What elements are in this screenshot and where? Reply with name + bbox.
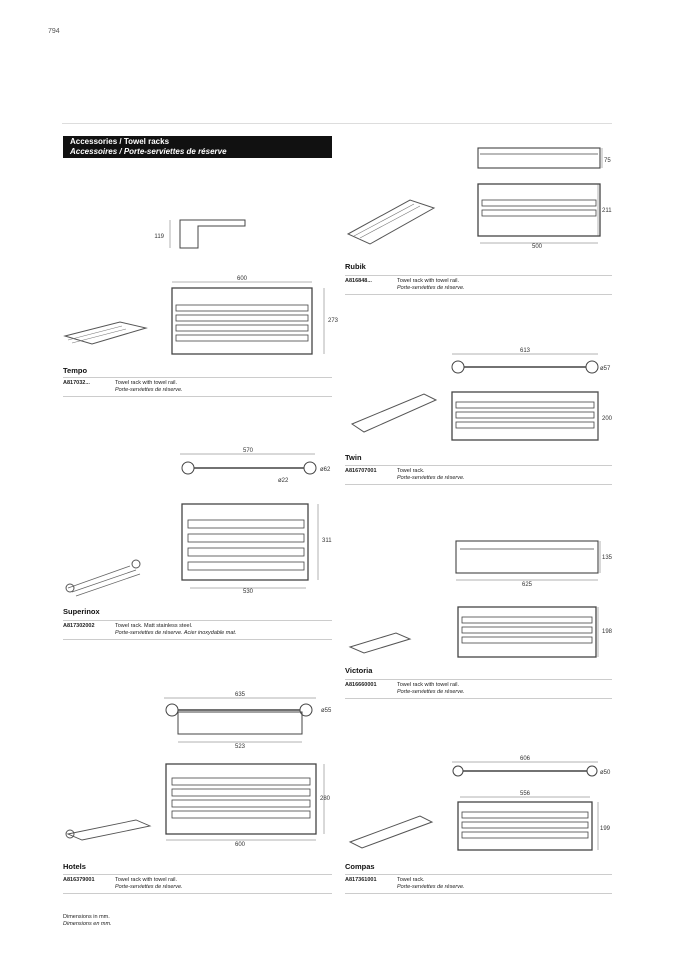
footer-note bbox=[63, 914, 112, 928]
hotels-desc-en: Towel rack with towel rail. bbox=[115, 877, 178, 883]
twin-width-dim: 613 bbox=[519, 348, 531, 354]
compas-width-mid-dim: 556 bbox=[519, 791, 531, 797]
twin-drawing bbox=[340, 344, 615, 446]
compas-name: Compas bbox=[345, 862, 375, 871]
rubik-width-dim: 500 bbox=[531, 244, 543, 250]
compas-diam-dim: ø50 bbox=[600, 770, 611, 776]
tempo-name: Tempo bbox=[63, 366, 88, 375]
twin-info-row bbox=[345, 465, 612, 485]
victoria-info-row bbox=[345, 679, 612, 699]
twin-desc-fr: Porte-serviettes de réserve. bbox=[397, 475, 465, 481]
superinox-desc-fr: Porte-serviettes de réserve. Acier inoxydable mat. bbox=[115, 630, 237, 636]
superinox-height-dim: 311 bbox=[322, 538, 332, 544]
tempo-drawing bbox=[60, 210, 340, 360]
superinox-drawing bbox=[60, 448, 340, 598]
hotels-diam-dim: ø55 bbox=[321, 708, 332, 714]
tempo-width-dim: 600 bbox=[236, 276, 248, 282]
rubik-code: A816848... bbox=[345, 278, 372, 284]
victoria-width-dim: 625 bbox=[521, 582, 533, 588]
hotels-width-bottom-dim: 600 bbox=[234, 842, 246, 848]
hotels-info-row bbox=[63, 874, 332, 894]
hotels-width-top-dim: 635 bbox=[234, 692, 246, 698]
rubik-desc-en: Towel rack with towel rail. bbox=[397, 278, 460, 284]
victoria-depth-dim: 135 bbox=[602, 555, 613, 561]
superinox-diam-small-dim: ø22 bbox=[278, 478, 289, 484]
hotels-drawing bbox=[60, 688, 340, 853]
superinox-width-bottom-dim: 530 bbox=[242, 589, 254, 595]
section-title-en: Accessories / Towel racks bbox=[70, 137, 170, 146]
footer-en: Dimensions in mm. bbox=[63, 914, 110, 920]
page-number: 794 bbox=[48, 28, 60, 35]
twin-desc-en: Towel rack. bbox=[397, 468, 425, 474]
compas-width-top-dim: 606 bbox=[519, 756, 531, 762]
tempo-info-row bbox=[63, 377, 332, 397]
victoria-desc-fr: Porte-serviettes de réserve. bbox=[397, 689, 465, 695]
victoria-desc-en: Towel rack with towel rail. bbox=[397, 682, 460, 688]
hotels-code: A816379001 bbox=[63, 877, 95, 883]
compas-height-dim: 199 bbox=[600, 826, 611, 832]
victoria-drawing bbox=[340, 535, 615, 660]
compas-code: A817361001 bbox=[345, 877, 377, 883]
twin-diam-dim: ø57 bbox=[600, 366, 611, 372]
twin-code: A816707001 bbox=[345, 468, 377, 474]
section-title-fr: Accessoires / Porte-serviettes de réserve bbox=[70, 147, 227, 156]
victoria-name: Victoria bbox=[345, 666, 373, 675]
tempo-desc-en: Towel rack with towel rail. bbox=[115, 380, 178, 386]
tempo-height-dim: 273 bbox=[328, 318, 339, 324]
rubik-name: Rubik bbox=[345, 262, 366, 271]
hotels-name: Hotels bbox=[63, 862, 86, 871]
superinox-name: Superinox bbox=[63, 607, 100, 616]
hotels-height-dim: 280 bbox=[320, 796, 331, 802]
superinox-info-row bbox=[63, 620, 332, 640]
compas-desc-en: Towel rack. bbox=[397, 877, 425, 883]
twin-name: Twin bbox=[345, 453, 362, 462]
superinox-code: A817302002 bbox=[63, 623, 95, 629]
rubik-depth-dim: 75 bbox=[604, 158, 611, 164]
tempo-desc-fr: Porte-serviettes de réserve. bbox=[115, 387, 183, 393]
superinox-diam-dim: ø62 bbox=[320, 467, 331, 473]
rubik-desc-fr: Porte-serviettes de réserve. bbox=[397, 285, 465, 291]
hotels-desc-fr: Porte-serviettes de réserve. bbox=[115, 884, 183, 890]
compas-drawing bbox=[340, 752, 615, 856]
superinox-width-top-dim: 570 bbox=[242, 448, 254, 454]
rubik-height-dim: 211 bbox=[602, 208, 612, 214]
rubik-drawing bbox=[340, 142, 615, 260]
tempo-depth-dim: 119 bbox=[154, 234, 164, 240]
victoria-height-dim: 198 bbox=[602, 629, 613, 635]
hotels-width-mid-dim: 523 bbox=[234, 744, 246, 750]
twin-height-dim: 200 bbox=[602, 416, 613, 422]
rubik-info-row bbox=[345, 275, 612, 295]
top-divider bbox=[62, 123, 612, 124]
superinox-desc-en: Towel rack. Matt stainless steel. bbox=[115, 623, 193, 629]
footer-fr: Dimensions en mm. bbox=[63, 921, 112, 927]
section-header bbox=[63, 136, 332, 158]
victoria-code: A816660001 bbox=[345, 682, 377, 688]
compas-desc-fr: Porte-serviettes de réserve. bbox=[397, 884, 465, 890]
compas-info-row bbox=[345, 874, 612, 894]
tempo-code: A817032... bbox=[63, 380, 90, 386]
